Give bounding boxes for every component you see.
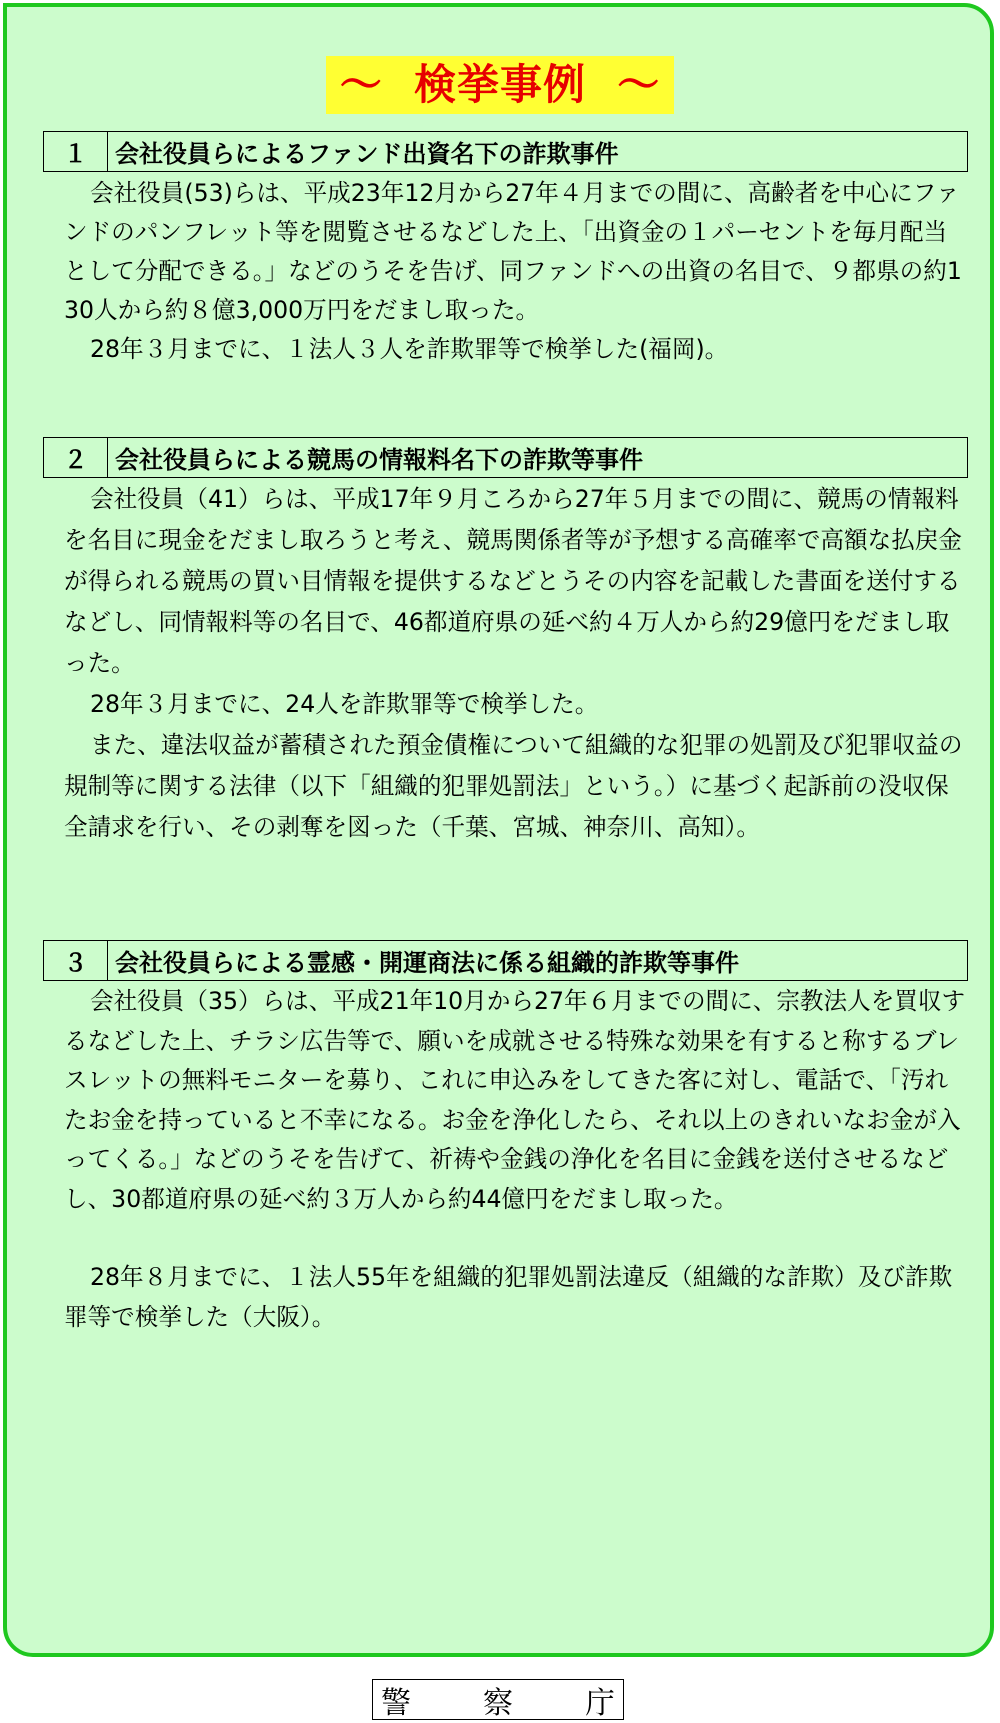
page-title: ～ 検挙事例 ～ — [326, 56, 674, 114]
footer-char: 警 — [381, 1685, 411, 1721]
case-paragraph: 28年３月までに、１法人３人を詐欺罪等で検挙した(福岡)。 — [90, 335, 729, 363]
case-header — [43, 131, 968, 172]
case-number: ３ — [44, 941, 108, 980]
case-number: １ — [44, 132, 108, 171]
case-header — [43, 940, 968, 981]
case-number: ２ — [44, 438, 108, 477]
case-paragraph: 会社役員(53)らは、平成23年12月から27年４月までの間に、高齢者を中心にファンドのパンフレット等を閲覧させるなどした上、「出資金の１パーセントを毎月配当として分配できる。」などのうそを告げ、同ファンドへの出資の名目で、９都県の約130人から約８億3,000万円をだまし取った。 — [64, 179, 962, 324]
case-paragraph: 28年８月までに、１法人55年を組織的犯罪処罰法違反（組織的な詐欺）及び詐欺罪等で検挙した（大阪）。 — [64, 1263, 953, 1331]
footer-char: 察 — [483, 1685, 513, 1721]
footer-agency-name — [372, 1679, 624, 1720]
case-heading: 会社役員らによるファンド出資名下の詐欺事件 — [115, 140, 619, 168]
footer-char: 庁 — [585, 1685, 615, 1721]
case-heading: 会社役員らによる霊感・開運商法に係る組織的詐欺等事件 — [115, 949, 739, 977]
case-paragraph: 会社役員（35）らは、平成21年10月から27年６月までの間に、宗教法人を買収するなどした上、チラシ広告等で、願いを成就させる特殊な効果を有すると称するブレスレットの無料モニターを募り、これに申込みをしてきた客に対し、電話で、「汚れたお金を持っていると不幸になる。お金を浄化したら、それ以上のきれいなお金が入ってくる。」などのうそを告げて、祈祷や金銭の浄化を名目に金銭を送付させるなどし、30都道府県の延べ約３万人から約44億円をだまし取った。 — [64, 987, 966, 1213]
case-heading: 会社役員らによる競馬の情報料名下の詐欺等事件 — [115, 446, 643, 474]
case-paragraph: また、違法収益が蓄積された預金債権について組織的な犯罪の処罰及び犯罪収益の規制等に関する法律（以下「組織的犯罪処罰法」という。）に基づく起訴前の没収保全請求を行い、その剥奪を図った（千葉、宮城、神奈川、高知）。 — [64, 731, 963, 841]
case-header — [43, 437, 968, 478]
case-paragraph: 会社役員（41）らは、平成17年９月ころから27年５月までの間に、競馬の情報料を名目に現金をだまし取ろうと考え、競馬関係者等が予想する高確率で高額な払戻金が得られる競馬の買い目情報を提供するなどとうその内容を記載した書面を送付するなどし、同情報料等の名目で、46都道府県の延べ約４万人から約29億円をだまし取った。 — [64, 485, 962, 677]
case-paragraph: 28年３月までに、24人を詐欺罪等で検挙した。 — [90, 690, 599, 718]
